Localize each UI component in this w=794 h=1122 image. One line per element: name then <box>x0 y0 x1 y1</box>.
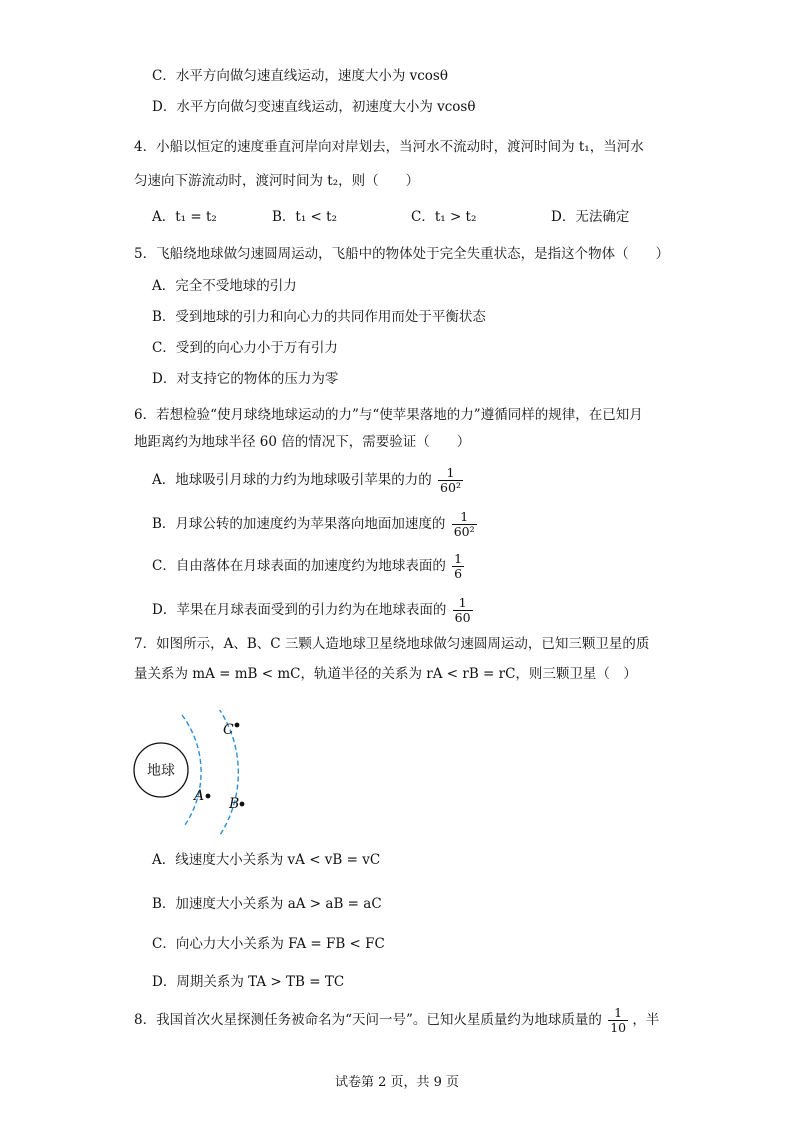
satellite-c-dot <box>235 723 240 728</box>
q4-option-a: A．t₁ = t₂ <box>152 209 217 225</box>
fraction-denominator: 60² <box>440 480 461 495</box>
q7-option-a: A．线速度大小关系为 vA < vB = vC <box>152 852 381 868</box>
fraction-denominator: 6 <box>454 566 463 581</box>
q5-option-b: B．受到地球的引力和向心力的共同作用而处于平衡状态 <box>152 309 486 325</box>
satellite-a-label: A <box>194 788 205 804</box>
q3-option-c: C．水平方向做匀速直线运动，速度大小为 vcosθ <box>152 68 448 84</box>
fraction-numerator: 1 <box>453 596 473 611</box>
q6d-fraction <box>453 596 473 625</box>
q6-option-c <box>152 552 464 581</box>
q6-option-d <box>152 596 473 625</box>
q5-option-c: C．受到的向心力小于万有引力 <box>152 340 338 356</box>
q6-option-a <box>152 466 463 495</box>
fraction-numerator: 1 <box>452 510 477 525</box>
fraction-numerator: 1 <box>438 466 463 481</box>
q8-stem-text: 8．我国首次火星探测任务被命名为“天问一号”。已知火星质量约为地球质量的 <box>134 1012 602 1028</box>
q6b-fraction <box>452 510 477 539</box>
q6-option-c-text: C．自由落体在月球表面的加速度约为地球表面的 <box>152 558 446 574</box>
q5-option-a: A．完全不受地球的引力 <box>152 278 297 294</box>
q4-option-b: B．t₁ < t₂ <box>272 209 337 225</box>
q5-option-d: D．对支持它的物体的压力为零 <box>152 371 339 387</box>
q6-stem-line2: 地距离约为地球半径 60 倍的情况下，需要验证（ ） <box>134 434 471 450</box>
q6a-fraction <box>438 466 463 495</box>
satellite-b-dot <box>240 802 245 807</box>
q7-option-d: D．周期关系为 TA > TB = TC <box>152 974 345 990</box>
satellite-a-dot <box>206 794 211 799</box>
q6-option-d-text: D．苹果在月球表面受到的引力约为在地球表面的 <box>152 602 447 618</box>
satellite-b-label: B <box>229 796 240 812</box>
q4-option-c: C．t₁ > t₂ <box>411 209 477 225</box>
q4-stem-line2: 匀速向下游流动时，渡河时间为 t₂，则（ ） <box>134 173 420 189</box>
q6-stem-line1: 6．若想检验“使月球绕地球运动的力”与“使苹果落地的力”遵循同样的规律，在已知月 <box>134 407 643 423</box>
q6c-fraction <box>452 552 464 581</box>
q3-option-d: D．水平方向做匀变速直线运动，初速度大小为 vcosθ <box>152 99 476 115</box>
q8-stem-tail: ，半 <box>632 1012 660 1028</box>
fraction-numerator: 1 <box>454 551 463 566</box>
q4-options-row <box>0 207 794 227</box>
q6-option-b-text: B．月球公转的加速度约为苹果落向地面加速度的 <box>152 516 446 532</box>
q8-stem <box>134 1006 659 1035</box>
q6-option-b <box>152 510 477 539</box>
q5-stem: 5．飞船绕地球做匀速圆周运动，飞船中的物体处于完全失重状态，是指这个物体（ ） <box>134 246 670 262</box>
q7-option-c: C．向心力大小关系为 FA = FB < FC <box>152 936 385 952</box>
satellite-c-label: C <box>223 722 234 738</box>
q7-stem-line2: 量关系为 mA = mB < mC，轨道半径的关系为 rA < rB = rC，则三颗卫星（ ） <box>134 666 637 682</box>
q4-stem-line1: 4．小船以恒定的速度垂直河岸向对岸划去，当河水不流动时，渡河时间为 t₁，当河水 <box>134 139 644 155</box>
q8-fraction <box>608 1006 628 1035</box>
orbit-diagram <box>130 710 290 840</box>
q4-option-d: D．无法确定 <box>551 209 630 225</box>
fraction-denominator: 60 <box>454 610 471 625</box>
q6-option-a-text: A．地球吸引月球的力约为地球吸引苹果的力的 <box>152 472 432 488</box>
fraction-denominator: 60² <box>453 524 475 539</box>
q7-option-b: B．加速度大小关系为 aA > aB = aC <box>152 896 382 912</box>
fraction-denominator: 10 <box>610 1020 627 1035</box>
earth-label: 地球 <box>147 763 175 779</box>
fraction-numerator: 1 <box>608 1006 628 1021</box>
page-footer: 试卷第 2 页，共 9 页 <box>334 1075 460 1090</box>
q7-stem-line1: 7．如图所示，A、B、C 三颗人造地球卫星绕地球做匀速圆周运动，已知三颗卫星的质 <box>134 636 650 652</box>
